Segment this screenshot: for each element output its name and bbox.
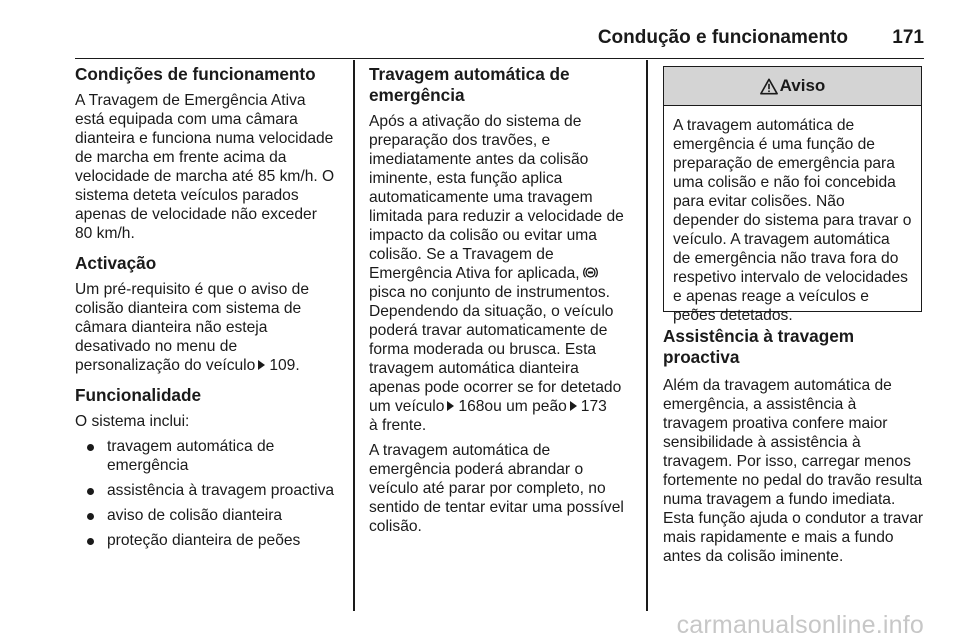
page-ref-arrow-icon [258,360,265,370]
heading-operating-conditions: Condições de funcionamento [75,64,316,84]
heading-activation: Activação [75,253,157,273]
bullet-icon [87,538,94,545]
heading-proactive-brake-assist: Assistência à travagem proactiva [663,326,855,367]
brake-warning-icon [582,264,599,281]
middle-column [369,64,641,536]
list-item: proteção dianteira de peões [75,531,347,550]
page-ref-arrow-icon [570,401,577,411]
page-header [75,24,924,59]
page-number: 171 [892,27,924,48]
list-item: travagem automática de emergência [75,437,347,475]
bullet-icon [87,444,94,451]
heading-automatic-emergency-braking: Travagem automática de emergência [369,64,570,105]
feature-list [75,437,347,550]
paragraph-operating-conditions: A Travagem de Emergência Ativa está equipada com uma câmara dianteira e funciona numa velocidade de marcha em frente acima da velocidade de marcha até 85 km/h. O sistema deteta veículos parados apenas de velocidade não exceder 80 km/h. [75,92,335,242]
warning-triangle-icon [760,78,778,95]
warning-box [663,66,922,324]
warning-title: Aviso [779,76,826,95]
list-item: assistência à travagem proactiva [75,481,347,500]
warning-header [664,67,921,106]
bullet-icon [87,513,94,520]
bullet-icon [87,488,94,495]
left-column [75,64,347,550]
right-column [663,326,928,566]
page-ref-arrow-icon [447,401,454,411]
paragraph-activation: Um pré-requisito é que o aviso de colisão dianteira com sistema de câmara dianteira não esteja desativado no menu de personalização do veículo 109. [75,281,310,374]
page-reference[interactable]: 109. [269,357,300,374]
warning-text: A travagem automática de emergência é uma função de preparação de emergência para uma colisão e não foi concebida para evitar colisões. Não depender do sistema para travar o veículo. A travagem automática de emergência não trava fora do respetivo intervalo de velocidades e apenas reage a veículos e peões detetados. [673,117,912,324]
paragraph-proactive-brake-assist: Além da travagem automática de emergência, a assistência à travagem proativa confere maior sensibilidade à assistência à travagem. Por isso, carregar menos fortemente no pedal do travão resulta numa travagem a fundo imediata. Esta função ajuda o condutor a travar mais rapidamente e mais a fundo antes da colisão iminente. [663,377,924,565]
heading-functionality: Funcionalidade [75,385,202,405]
paragraph-functionality: O sistema inclui: [75,413,190,430]
column-divider-right [646,60,648,611]
paragraph-aeb-stop: A travagem automática de emergência poderá abrandar o veículo até parar por completo, no sentido de tentar evitar uma possível colisão. [369,442,624,535]
column-divider-left [353,60,355,611]
paragraph-aeb-description: Após a ativação do sistema de preparação dos travões, e imediatamente antes da colisão iminente, esta função aplica automaticamente uma travagem limitada para reduzir a velocidade de impacto da colisão ou evitar uma colisão. Se a Travagem de Emergência Ativa for aplicada, pisca no conjunto de instrumentos. Dependendo da situação, o veículo poderá travar automaticamente de forma moderada ou brusca. Esta travagem automática dianteira apenas pode ocorrer se for detetado um veículo 168ou um peão 173 à frente. [369,113,624,434]
page-reference[interactable]: 173 [580,398,607,415]
page-reference[interactable]: 168ou um peão [458,398,567,415]
list-item: aviso de colisão dianteira [75,506,347,525]
watermark: carmanualsonline.info [676,611,924,639]
section-title: Condução e funcionamento [597,27,848,48]
